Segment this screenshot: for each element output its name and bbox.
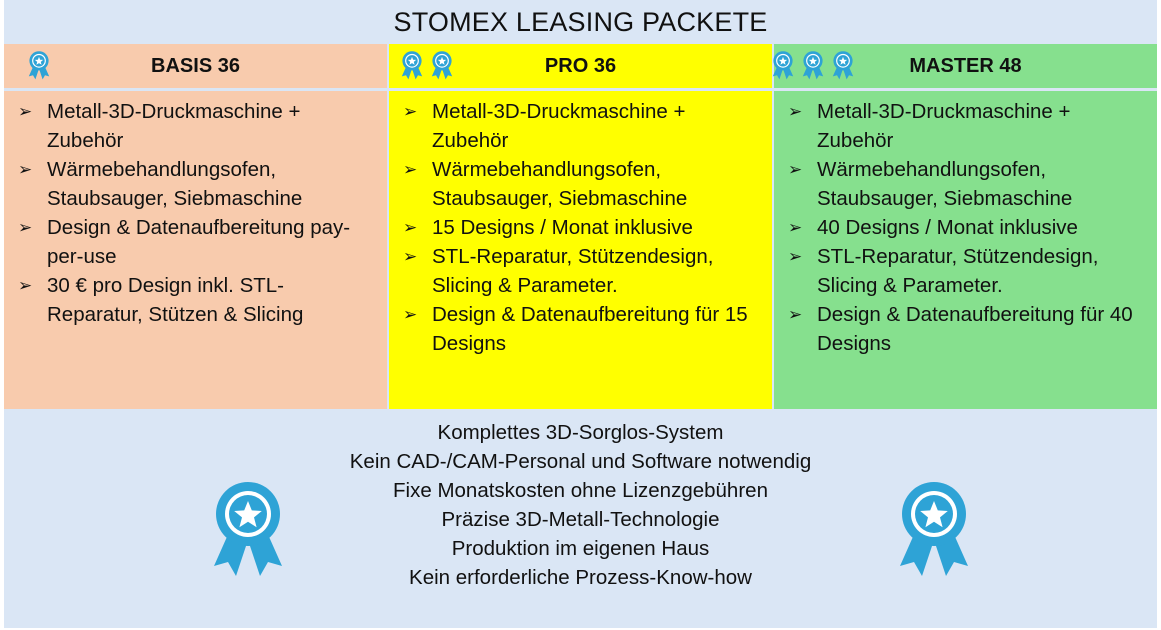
feature-item [784,97,1147,155]
benefit-line: Präzise 3D-Metall-Technologie [441,508,720,531]
feature-item [399,155,762,213]
arrowhead-icon: ➢ [403,305,418,324]
badge-group-master [770,50,856,96]
feature-list [784,97,1147,358]
award-ribbon-icon [800,50,826,96]
package-name: BASIS 36 [151,55,240,77]
arrowhead-icon: ➢ [788,160,803,179]
award-ribbon-icon [208,478,288,583]
feature-text: Metall-3D-Druckmaschine + Zubehör [432,100,686,152]
feature-item [399,300,762,358]
benefit-line: Kein erforderliche Prozess-Know-how [409,566,752,589]
package-header-pro [389,44,772,88]
feature-text: Design & Datenaufbereitung für 15 Designs [432,303,748,355]
arrowhead-icon: ➢ [788,247,803,266]
feature-item [14,97,377,155]
award-ribbon-icon [399,50,425,96]
feature-text: Design & Datenaufbereitung pay-per-use [47,216,351,268]
feature-text: Wärmebehandlungsofen, Staubsauger, Siebmaschine [817,158,1073,210]
arrowhead-icon: ➢ [403,102,418,121]
feature-item [14,271,377,329]
arrowhead-icon: ➢ [18,276,33,295]
feature-list [399,97,762,358]
badge-group-basis [26,50,52,96]
benefits-section [4,412,1157,628]
feature-list [14,97,377,329]
benefits-list [4,418,1157,592]
feature-text: Wärmebehandlungsofen, Staubsauger, Siebmaschine [432,158,688,210]
page-title: STOMEX LEASING PACKETE [393,7,768,37]
arrowhead-icon: ➢ [403,247,418,266]
package-name: MASTER 48 [909,55,1022,77]
feature-text: Design & Datenaufbereitung für 40 Designs [817,303,1133,355]
feature-item [784,242,1147,300]
arrowhead-icon: ➢ [788,218,803,237]
package-name: PRO 36 [544,55,617,77]
feature-text: 30 € pro Design inkl. STL-Reparatur, Stützen & Slicing [47,274,304,326]
feature-text: 15 Designs / Monat inklusive [432,216,693,239]
package-header-basis [4,44,387,88]
feature-text: Wärmebehandlungsofen, Staubsauger, Siebmaschine [47,158,303,210]
feature-text: Metall-3D-Druckmaschine + Zubehör [47,100,301,152]
arrowhead-icon: ➢ [403,160,418,179]
feature-item [784,300,1147,358]
award-ribbon-icon [429,50,455,96]
arrowhead-icon: ➢ [18,160,33,179]
feature-text: STL-Reparatur, Stützendesign, Slicing & Parameter. [432,245,714,297]
feature-item [399,213,762,242]
package-features-basis [4,91,387,409]
feature-item [784,213,1147,242]
arrowhead-icon: ➢ [403,218,418,237]
arrowhead-icon: ➢ [788,102,803,121]
benefit-line: Produktion im eigenen Haus [451,537,710,560]
feature-item [14,155,377,213]
award-ribbon-icon [770,50,796,96]
award-ribbon-icon [26,50,52,96]
feature-text: STL-Reparatur, Stützendesign, Slicing & Parameter. [817,245,1099,297]
feature-text: 40 Designs / Monat inklusive [817,216,1078,239]
benefit-line: Kein CAD-/CAM-Personal und Software notwendig [349,450,812,473]
award-ribbon-icon [830,50,856,96]
feature-text: Metall-3D-Druckmaschine + Zubehör [817,100,1071,152]
award-ribbon-icon [894,478,974,583]
feature-item [399,242,762,300]
benefit-line: Komplettes 3D-Sorglos-System [437,421,724,444]
arrowhead-icon: ➢ [18,218,33,237]
badge-group-pro [399,50,455,96]
package-features-pro [389,91,772,409]
package-features-master [774,91,1157,409]
feature-item [399,97,762,155]
feature-item [14,213,377,271]
package-header-master [774,44,1157,88]
arrowhead-icon: ➢ [788,305,803,324]
benefit-line: Fixe Monatskosten ohne Lizenzgebühren [393,479,768,502]
arrowhead-icon: ➢ [18,102,33,121]
feature-item [784,155,1147,213]
